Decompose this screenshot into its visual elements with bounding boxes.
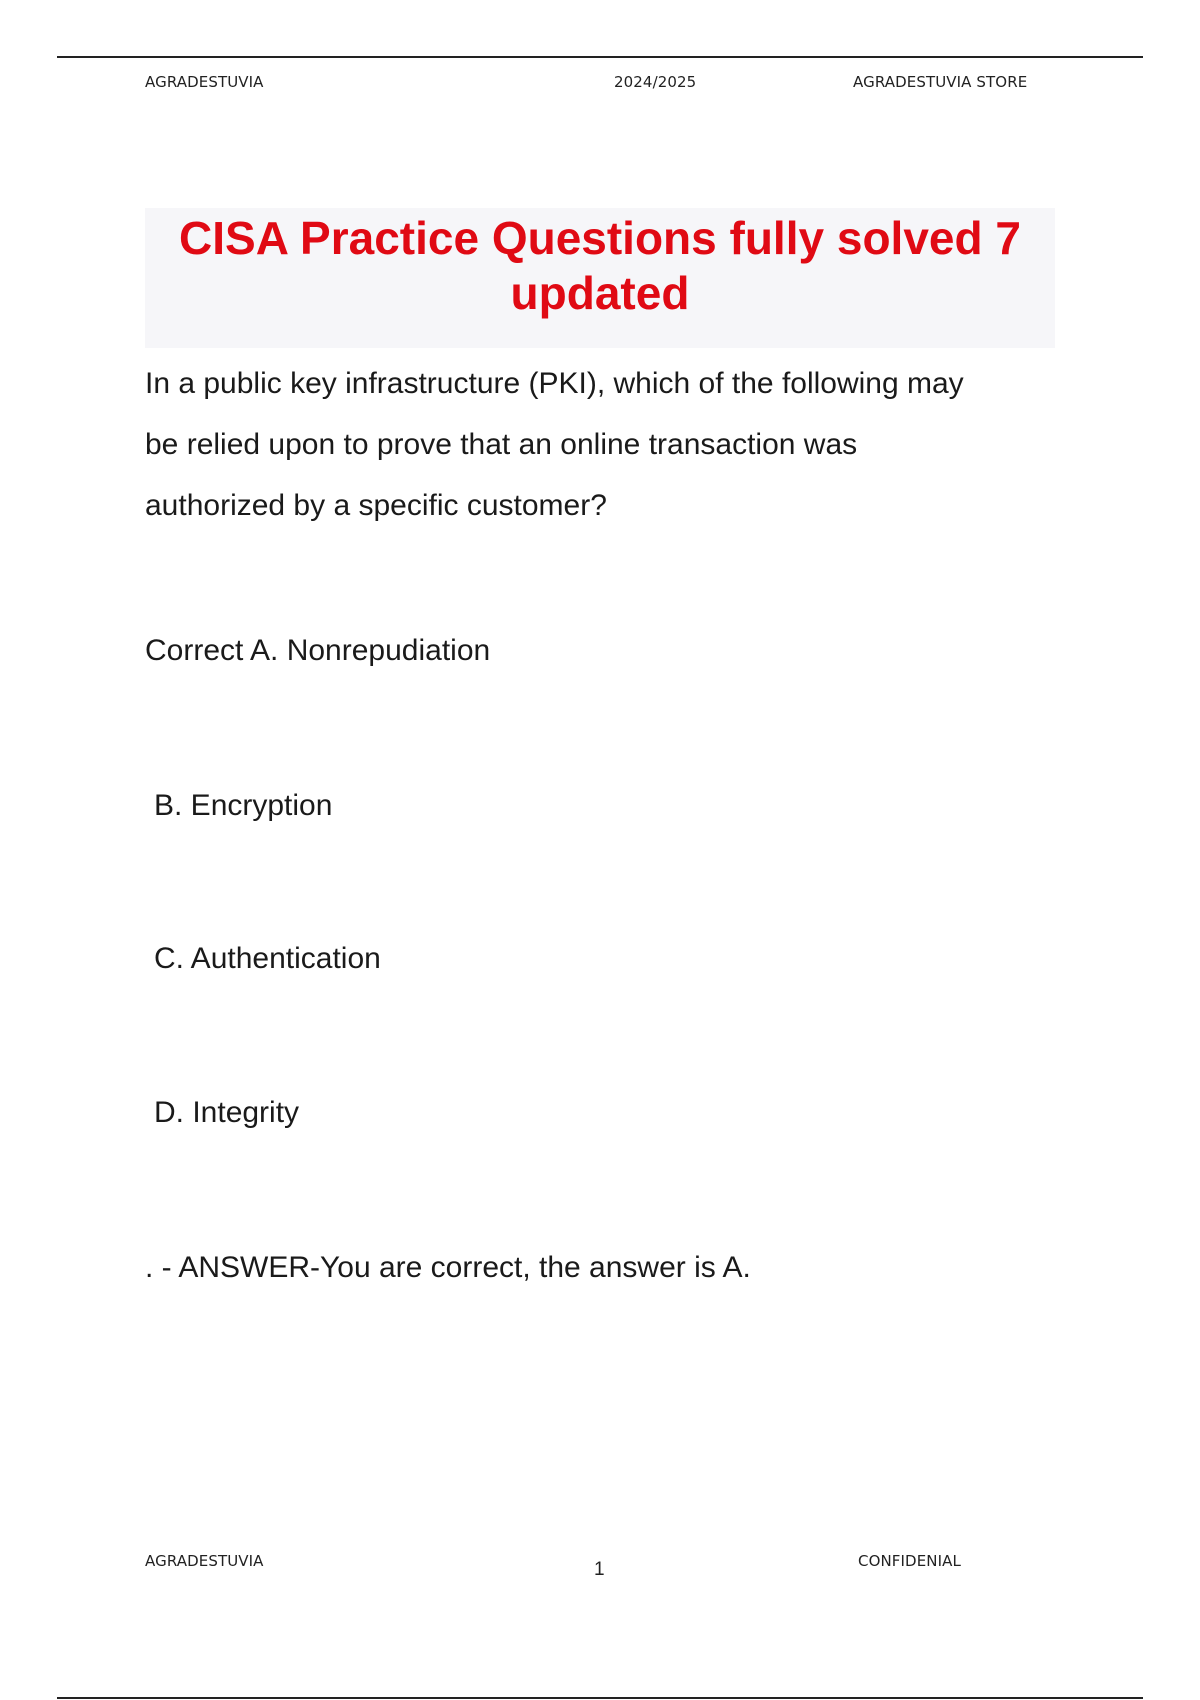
option-c: C. Authentication [154, 942, 381, 975]
header-store-name: AGRADESTUVIA STORE [853, 73, 1028, 91]
header-year: 2024/2025 [614, 73, 697, 91]
option-b: B. Encryption [154, 789, 333, 822]
footer-confidential-label: CONFIDENIAL [858, 1552, 961, 1570]
document-title [145, 208, 1055, 348]
header-rule [57, 56, 1143, 58]
question-text [145, 353, 1065, 536]
footer-left-text: AGRADESTUVIA [145, 1552, 264, 1570]
question-line: be relied upon to prove that an online transaction was [145, 428, 858, 461]
option-d: D. Integrity [154, 1096, 300, 1129]
answer-text: . - ANSWER-You are correct, the answer is A. [145, 1251, 751, 1284]
page-number: 1 [594, 1559, 605, 1580]
question-line: authorized by a specific customer? [145, 489, 607, 522]
question-line: In a public key infrastructure (PKI), which of the following may [145, 367, 964, 400]
title-line-2: updated [510, 267, 690, 319]
title-line-1: CISA Practice Questions fully solved 7 [179, 212, 1021, 264]
footer-rule [57, 1697, 1143, 1699]
header-left-text: AGRADESTUVIA [145, 73, 264, 91]
option-a: Correct A. Nonrepudiation [145, 634, 491, 667]
